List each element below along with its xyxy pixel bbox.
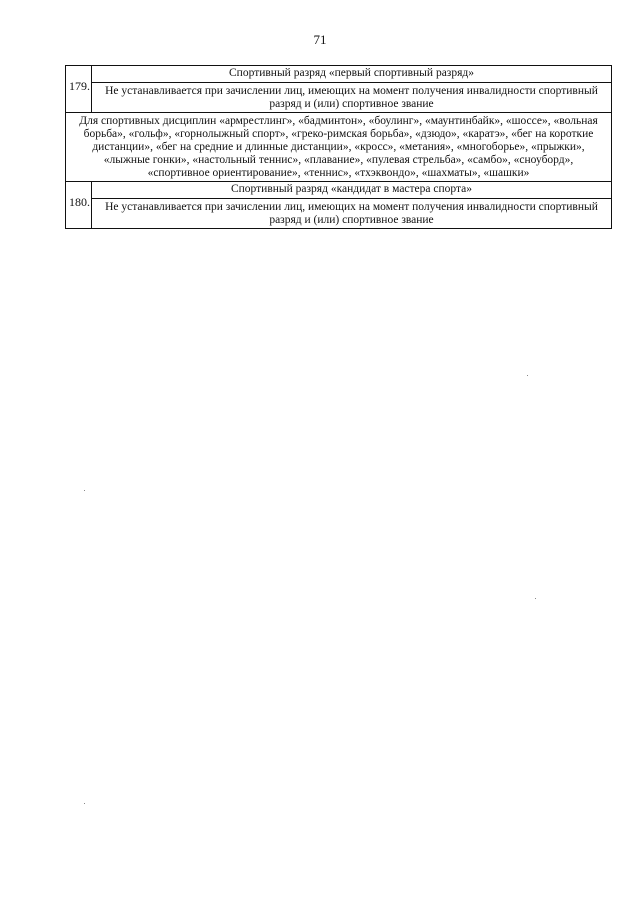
scan-speck [84, 490, 85, 491]
scan-speck [527, 375, 528, 376]
table-row [66, 182, 612, 199]
disciplines-note: Для спортивных дисциплин «армрестлинг», «бадминтон», «боулинг», «маунтинбайк», «шоссе», «вольная борьба», «гольф», «горнолыжный спорт», «греко-римская борьба», «дзюдо», «каратэ», «бег на короткие дистанции», «бег на средние и длинные дистанции», «кросс», «метания», «многоборье», «прыжки», «лыжные гонки», «настольный теннис», «плавание», «пулевая стрельба», «самбо», «сноуборд», «спортивное ориентирование», «теннис», «тхэквондо», «шахматы», «шашки» [66, 113, 612, 182]
table-row [66, 66, 612, 83]
requirements-table [65, 65, 612, 229]
table-row [66, 199, 612, 229]
scan-speck [84, 803, 85, 804]
requirement-text-179: Не устанавливается при зачислении лиц, имеющих на момент получения инвалидности спортивный разряд и (или) спортивное звание [92, 83, 612, 113]
requirement-text-180: Не устанавливается при зачислении лиц, имеющих на момент получения инвалидности спортивный разряд и (или) спортивное звание [92, 199, 612, 229]
row-number-180: 180. [66, 182, 92, 229]
rank-heading-first-sport-rank: Спортивный разряд «первый спортивный разряд» [92, 66, 612, 83]
table-row [66, 113, 612, 182]
row-number-179: 179. [66, 66, 92, 113]
rank-heading-candidate-master: Спортивный разряд «кандидат в мастера спорта» [92, 182, 612, 199]
scan-speck [535, 598, 536, 599]
page-number: 71 [313, 32, 327, 47]
table-row [66, 83, 612, 113]
